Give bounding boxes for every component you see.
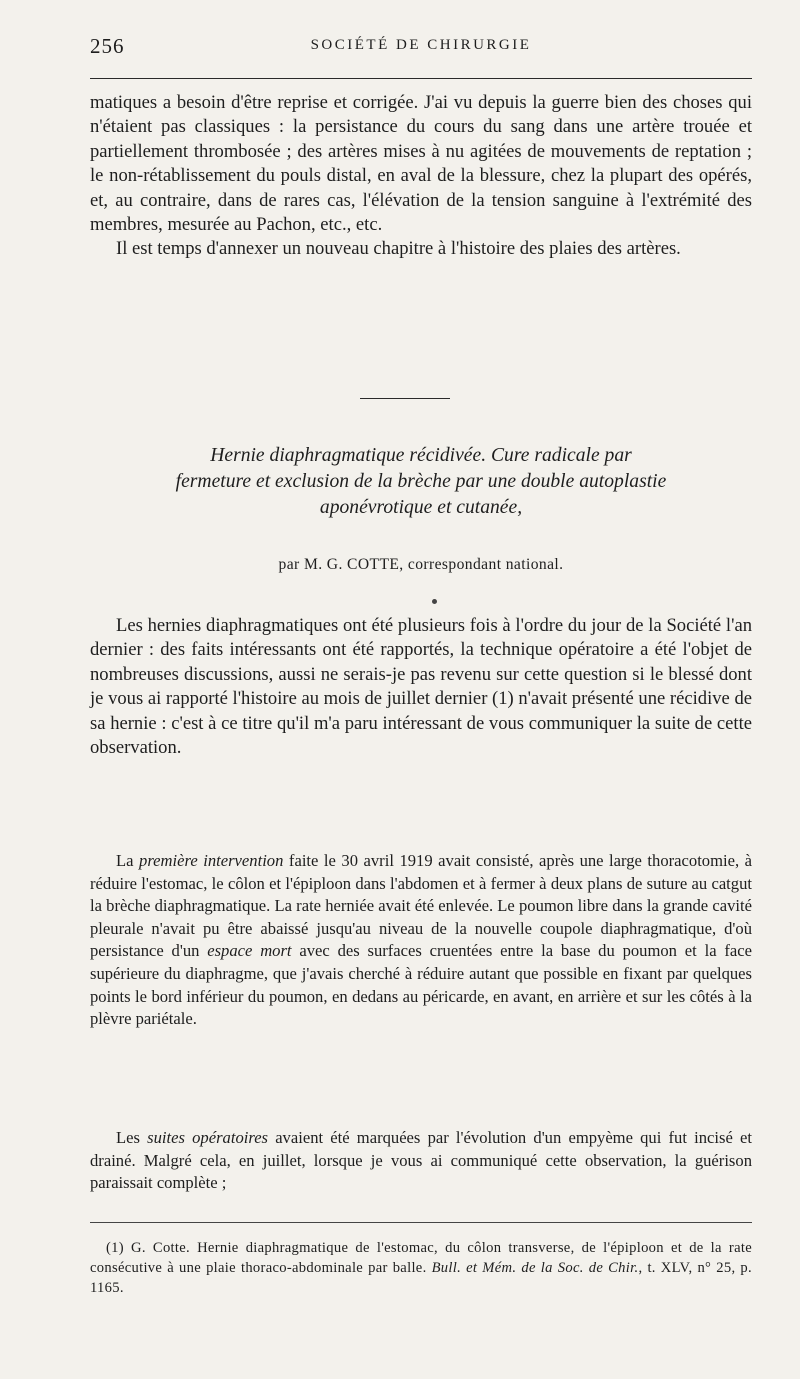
author-byline: par M. G. COTTE, correspondant national. bbox=[278, 556, 564, 573]
emphasis-term: suites opératoires bbox=[147, 1128, 269, 1147]
continued-paragraph: matiques a besoin d'être reprise et corrigée. J'ai vu depuis la guerre bien des choses qui n'étaient pas classiques : la persistance du cours du sang dans une artère trouée et partiellement thrombosée ; des artères mises à nu agitées de mouvements de reptation ; le non-rétablissement du pouls distal, en aval de la blessure, chez la plupart des opérés, et, au contraire, dans de rares cas, l'élévation de la tension sanguine à l'extrémité des membres, mesurée au Pachon, etc., etc. bbox=[90, 92, 752, 236]
paragraph-text: avec des surfaces cruentées entre la base du poumon et la face supérieure du diaphragme, que j'avais cherché à réduire autant que possible en fixant par quelques points le bord inférieur du poumon, en dedans au péricarde, en avant, en arrière et sur les côtés à la plèvre pariétale. bbox=[90, 941, 752, 1029]
journal-title: SOCIÉTÉ DE CHIRURGIE bbox=[310, 37, 532, 53]
article-title-line: aponévrotique et cutanée, bbox=[319, 497, 523, 518]
emphasis-term: première intervention bbox=[139, 851, 284, 870]
page-number: 256 bbox=[90, 34, 125, 58]
footnote bbox=[90, 1238, 752, 1298]
previous-article-ending bbox=[90, 91, 752, 262]
footnote-citation: Bull. et Mém. de la Soc. de Chir. bbox=[431, 1260, 639, 1276]
first-intervention-paragraph bbox=[90, 850, 752, 1031]
footnote-text: (1) G. Cotte. Hernie diaphragmatique de l'estomac, du côlon transverse, de l'épiploon et de la rate consécutive à une plaie thoraco-abdominale par balle. bbox=[90, 1240, 752, 1276]
paragraph-text: avaient été marquées par l'évolution d'un empyème qui fut incisé et drainé. Malgré cela, en juillet, lorsque je vous ai communiqué cette observation, la guérison paraissait complète ; bbox=[90, 1128, 752, 1193]
emphasis-term: espace mort bbox=[207, 941, 292, 961]
article-title-line: fermeture et exclusion de la brèche par une double autoplastie bbox=[175, 471, 667, 492]
article-title-line: Hernie diaphragmatique récidivée. Cure radicale par bbox=[210, 445, 632, 466]
paragraph-text: faite le 30 avril 1919 avait consisté, après une large thoracotomie, à réduire l'estomac, le côlon et l'épiploon dans l'abdomen et à fermer à deux plans de suture au catgut la brèche diaphragmatique. La rate herniée avait été enlevée. Le poumon libre dans la grande cavité pleurale n'avait pu être abaissé jusqu'au niveau de la nouvelle coupole diaphragmatique, d'où persistance d'un bbox=[90, 851, 753, 961]
ornament-dot bbox=[432, 599, 437, 604]
running-head bbox=[90, 34, 752, 64]
header-rule bbox=[90, 78, 752, 79]
paragraph-lead: Les bbox=[116, 1128, 148, 1147]
closing-paragraph: Il est temps d'annexer un nouveau chapitre à l'histoire des plaies des artères. bbox=[116, 238, 681, 260]
footnote-rule bbox=[90, 1222, 752, 1223]
intro-paragraph: Les hernies diaphragmatiques ont été plusieurs fois à l'ordre du jour de la Société l'an dernier : des faits intéressants ont été rapportés, la technique opératoire a été l'objet de nombreuses discussions, aussi ne serais-je pas revenu sur cette question si le blessé dont je vous ai rapporté l'histoire au mois de juillet dernier (1) n'avait présenté une récidive de sa hernie : c'est à ce titre qu'il m'a paru intéressant de vous communiquer la suite de cette observation. bbox=[90, 615, 752, 759]
footnote-reference: , t. XLV, n° 25, p. 1165. bbox=[90, 1260, 752, 1296]
postoperative-paragraph bbox=[90, 1127, 752, 1195]
paragraph-lead: La bbox=[116, 851, 140, 870]
section-separator bbox=[360, 398, 450, 399]
article-title bbox=[90, 443, 752, 521]
